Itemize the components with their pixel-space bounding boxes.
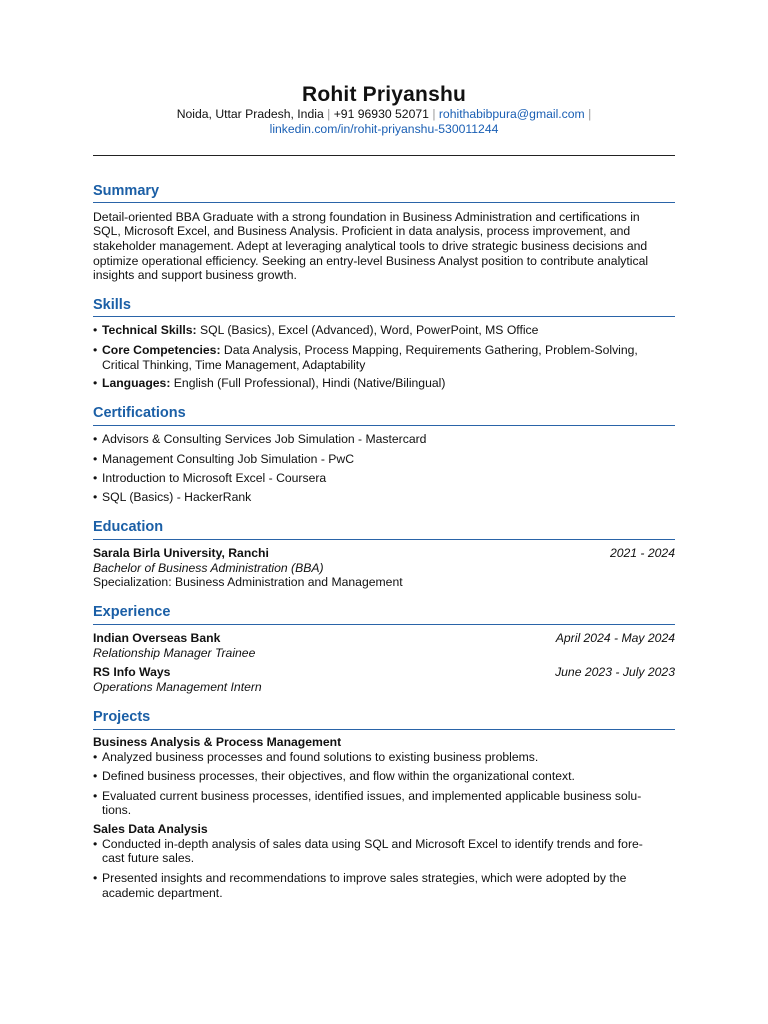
header-divider	[93, 155, 675, 156]
skill-label: Languages:	[102, 376, 171, 390]
certification-text: Introduction to Microsoft Excel - Coursera	[102, 471, 327, 485]
separator: |	[588, 107, 592, 121]
skill-item	[93, 343, 675, 358]
bullet: •	[93, 490, 98, 504]
project-title: Business Analysis & Process Management	[93, 735, 342, 749]
project-bullet-text: academic department.	[102, 886, 223, 900]
skill-item	[93, 323, 675, 338]
project-bullet-text: Conducted in-depth analysis of sales data using SQL and Microsoft Excel to identify trends and fore-	[102, 837, 643, 851]
section-divider	[93, 539, 675, 540]
certification-item	[93, 471, 675, 486]
summary-line: stakeholder management. Adept at leveraging analytical tools to drive strategic business decisions and	[93, 239, 648, 253]
experience-heading: Experience	[93, 604, 171, 620]
education-dates: 2021 - 2024	[609, 546, 675, 560]
summary-line: insights and support business growth.	[93, 268, 297, 282]
institution: Sarala Birla University, Ranchi	[93, 546, 269, 560]
skill-text: Data Analysis, Process Mapping, Requirements Gathering, Problem-Solving,	[220, 343, 638, 357]
email-link[interactable]: rohithabibpura@gmail.com	[438, 107, 585, 121]
skills-heading: Skills	[93, 297, 131, 313]
contact-line-1	[93, 107, 675, 122]
certification-item	[93, 452, 675, 467]
certification-item	[93, 490, 675, 505]
company: RS Info Ways	[93, 665, 171, 679]
summary-heading: Summary	[93, 183, 160, 199]
skill-label: Core Competencies:	[102, 343, 221, 357]
bullet: •	[93, 471, 98, 485]
project-bullet-text: Defined business processes, their objectives, and flow within the organizational context.	[102, 769, 575, 783]
experience-row	[93, 665, 675, 680]
skill-text: SQL (Basics), Excel (Advanced), Word, PowerPoint, MS Office	[196, 323, 539, 337]
separator: |	[432, 107, 436, 121]
skill-text: Critical Thinking, Time Management, Adaptability	[102, 358, 366, 372]
project-bullet	[93, 769, 675, 784]
separator: |	[327, 107, 331, 121]
project-bullet-continuation	[93, 851, 675, 866]
certification-text: SQL (Basics) - HackerRank	[102, 490, 252, 504]
project-title: Sales Data Analysis	[93, 822, 208, 836]
project-bullet-continuation	[93, 886, 675, 901]
section-divider	[93, 316, 675, 317]
linkedin-link[interactable]: linkedin.com/in/rohit-priyanshu-530011244	[269, 122, 499, 136]
skill-label: Technical Skills:	[102, 323, 197, 337]
location: Noida, Uttar Pradesh, India	[176, 107, 324, 121]
section-divider	[93, 729, 675, 730]
summary-line: optimize operational efficiency. Seeking an entry-level Business Analyst position to contribute analytical	[93, 254, 649, 268]
project-bullet	[93, 837, 675, 852]
experience-row	[93, 631, 675, 646]
project-bullet-text: Presented insights and recommendations to improve sales strategies, which were adopted by the	[102, 871, 627, 885]
degree: Bachelor of Business Administration (BBA)	[93, 561, 324, 575]
section-divider	[93, 425, 675, 426]
job-dates: April 2024 - May 2024	[555, 631, 675, 645]
bullet: •	[93, 376, 98, 390]
section-divider	[93, 202, 675, 203]
bullet: •	[93, 432, 98, 446]
project-bullet-text: Evaluated current business processes, identified issues, and implemented applicable business solu-	[102, 789, 642, 803]
skill-text: English (Full Professional), Hindi (Native/Bilingual)	[170, 376, 446, 390]
specialization: Specialization: Business Administration and Management	[93, 575, 403, 589]
job-role: Relationship Manager Trainee	[93, 646, 256, 660]
certification-text: Advisors & Consulting Services Job Simulation - Mastercard	[102, 432, 427, 446]
section-divider	[93, 624, 675, 625]
project-bullet	[93, 789, 675, 804]
job-role: Operations Management Intern	[93, 680, 262, 694]
bullet: •	[93, 837, 98, 851]
projects-heading: Projects	[93, 709, 151, 725]
bullet: •	[93, 343, 98, 357]
project-bullet-continuation	[93, 803, 675, 818]
skill-item	[93, 376, 675, 391]
certification-item	[93, 432, 675, 447]
bullet: •	[93, 452, 98, 466]
bullet: •	[93, 750, 98, 764]
resume-name: Rohit Priyanshu	[301, 83, 467, 106]
project-bullet-text: cast future sales.	[102, 851, 195, 865]
summary-line: Detail-oriented BBA Graduate with a strong foundation in Business Administration and certifications in	[93, 210, 640, 224]
job-dates: June 2023 - July 2023	[555, 665, 675, 679]
phone: +91 96930 52071	[333, 107, 429, 121]
project-bullet-text: tions.	[102, 803, 132, 817]
skill-item-continuation	[93, 358, 675, 373]
education-heading: Education	[93, 519, 164, 535]
bullet: •	[93, 789, 98, 803]
education-row	[93, 546, 675, 561]
certifications-heading: Certifications	[93, 405, 186, 421]
company: Indian Overseas Bank	[93, 631, 221, 645]
bullet: •	[93, 323, 98, 337]
project-bullet	[93, 750, 675, 765]
bullet: •	[93, 769, 98, 783]
certification-text: Management Consulting Job Simulation - PwC	[102, 452, 354, 466]
bullet: •	[93, 871, 98, 885]
project-bullet	[93, 871, 675, 886]
contact-line-2	[93, 122, 675, 137]
project-bullet-text: Analyzed business processes and found solutions to existing business problems.	[102, 750, 539, 764]
summary-line: SQL, Microsoft Excel, and Business Analysis. Proficient in data analysis, process improvement, and	[93, 224, 631, 238]
